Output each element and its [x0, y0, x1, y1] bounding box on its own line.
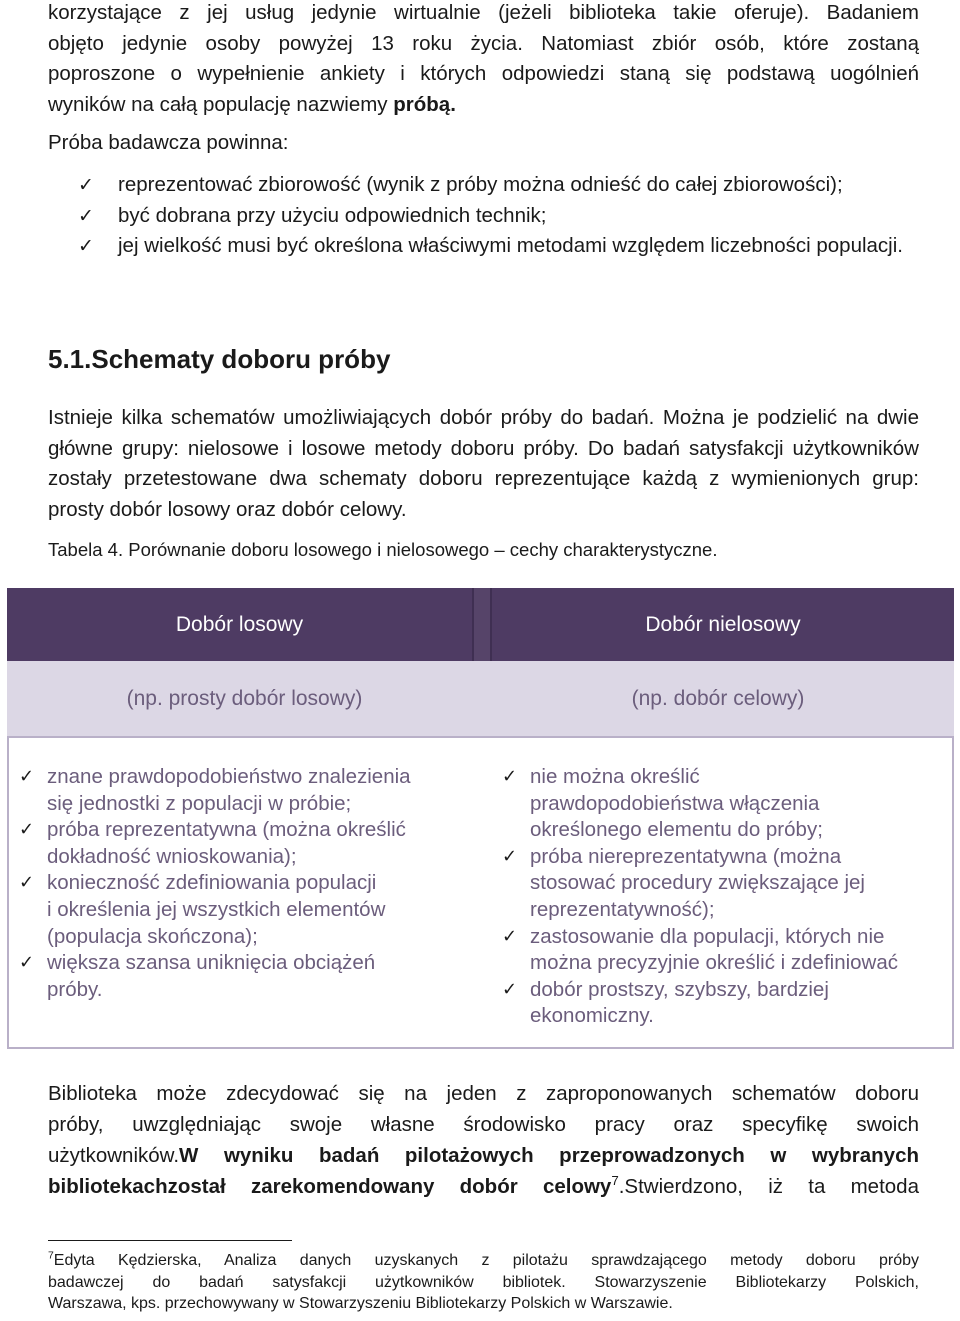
list-item	[19, 817, 479, 870]
list-item	[502, 924, 950, 977]
table-body	[7, 736, 954, 1049]
footnote-number: 7	[48, 1250, 54, 1262]
closing-paragraph	[48, 1078, 919, 1202]
list-item-line: można precyzyjnie określić i zdefiniować	[530, 951, 899, 975]
list-item-line: próba niereprezentatywna (można	[530, 844, 842, 868]
text-line: Biblioteka może zdecydować się na jeden z zaproponowanych schematów doboru	[48, 1082, 919, 1105]
text-line: Warszawa, kps. przechowywany w Stowarzyszeniu Bibliotekarzy Polskich w Warszawie.	[48, 1295, 673, 1312]
checkmark-icon: ✓	[78, 235, 94, 257]
text-span: Edyta Kędzierska, Analiza danych uzyskanych z pilotażu sprawdzającego metody doboru próby	[53, 1252, 919, 1269]
list-item	[78, 170, 919, 201]
text-line: próby, uwzględniając swoje własne środowisko pracy oraz specyfikę swoich	[48, 1113, 919, 1136]
emphasis-text: bibliotekachzostał zarekomendowany dobór celowy	[48, 1175, 612, 1198]
column-divider	[472, 588, 492, 661]
list-item	[19, 870, 479, 950]
checkmark-icon: ✓	[19, 766, 35, 787]
footnote-reference[interactable]: 7	[611, 1173, 619, 1189]
table-header-random: Dobór losowy	[175, 612, 304, 636]
checkmark-icon: ✓	[502, 925, 518, 947]
checkmark-icon: ✓	[502, 845, 518, 867]
list-item-line: znane prawdopodobieństwo znalezienia	[47, 765, 411, 788]
footnote	[48, 1250, 919, 1315]
text-span: .Stwierdzono, iż ta metoda	[618, 1175, 919, 1198]
list-item-line: dokładność wnioskowania);	[47, 844, 297, 868]
footnote-separator	[48, 1240, 292, 1241]
list-item-line: większa szansa uniknięcia obciążeń	[47, 951, 376, 975]
section-heading: 5.1.Schematy doboru próby	[48, 344, 391, 374]
list-item	[502, 844, 950, 924]
schemes-paragraph	[48, 403, 919, 525]
list-item-line: dobór prostszy, szybszy, bardziej	[530, 977, 829, 1001]
list-item-line: ekonomiczny.	[530, 1004, 654, 1028]
list-item-line: zastosowanie dla populacji, których nie	[530, 924, 885, 948]
list-item-text: być dobrana przy użyciu odpowiednich technik;	[118, 203, 547, 227]
sample-intro: Próba badawcza powinna:	[48, 131, 289, 154]
table-header-row	[7, 588, 954, 661]
checkmark-icon: ✓	[502, 766, 518, 787]
list-item	[78, 201, 919, 232]
list-item-line: nie można określić	[530, 765, 700, 788]
checkmark-icon: ✓	[502, 978, 518, 1000]
table-subheader-random: (np. prosty dobór losowy)	[126, 686, 363, 710]
checkmark-icon: ✓	[78, 174, 94, 196]
text-span: użytkowników.	[48, 1144, 180, 1167]
list-item	[78, 231, 919, 262]
list-item-text: reprezentować zbiorowość (wynik z próby można odnieść do całej zbiorowości);	[118, 173, 843, 196]
list-item-text: jej wielkość musi być określona właściwymi metodami względem liczebności populacji.	[118, 234, 903, 257]
random-features-list	[19, 764, 479, 1003]
intro-paragraph	[48, 0, 919, 120]
text-line: poproszone o wypełnienie ankiety i których odpowiedzi staną się podstawą uogólnień	[48, 62, 919, 85]
nonrandom-features-list	[502, 764, 950, 1030]
list-item	[19, 950, 479, 1003]
checkmark-icon: ✓	[19, 872, 35, 894]
text-line: badawczej do badań satysfakcji użytkowników bibliotek. Stowarzyszenie Bibliotekarzy Polskich,	[48, 1273, 919, 1291]
checkmark-icon: ✓	[19, 819, 35, 841]
list-item-line: stosować procedury zwiększające jej	[530, 871, 865, 895]
list-item	[502, 977, 950, 1030]
requirements-list	[78, 170, 919, 262]
emphasis-text: W wyniku badań pilotażowych przeprowadzonych w wybranych	[179, 1144, 919, 1167]
list-item-line: reprezentatywność);	[530, 897, 715, 921]
emphasis-text: próbą.	[393, 92, 456, 116]
text-line	[48, 90, 919, 121]
table-header-nonrandom: Dobór nielosowy	[645, 612, 801, 636]
list-item	[502, 764, 950, 844]
text-span: wyników na całą populację nazwiemy	[48, 92, 394, 116]
comparison-table	[7, 588, 954, 1049]
text-line: Istnieje kilka schematów umożliwiających dobór próby do badań. Można je podzielić na dwie główne grupy: nielosowe i losowe metody doboru próby. Do badań satysfakcji użytkowników zostały przetestowane dwa schematy doboru reprezentujące każdą z wymienionych grup: prosty dobór losowy oraz dobór celowy.	[48, 406, 919, 521]
text-line	[48, 1140, 919, 1171]
list-item-line: konieczność zdefiniowania populacji	[47, 871, 377, 895]
list-item-line: prawdopodobieństwa włączenia	[530, 791, 820, 815]
checkmark-icon: ✓	[78, 204, 94, 227]
text-line	[48, 1171, 919, 1202]
checkmark-icon: ✓	[19, 952, 35, 974]
table-subheader-nonrandom: (np. dobór celowy)	[631, 686, 805, 710]
list-item-line: określonego elementu do próby;	[530, 818, 823, 842]
table-subheader-row	[7, 661, 954, 736]
text-line: korzystające z jej usług jedynie wirtualnie (jeżeli biblioteka takie oferuje). Badaniem	[48, 1, 919, 24]
list-item-line: próba reprezentatywna (można określić	[47, 818, 406, 842]
text-line: objęto jedynie osoby powyżej 13 roku życia. Natomiast zbiór osób, które zostaną	[48, 31, 919, 55]
text-line	[48, 1250, 919, 1272]
list-item-line: się jednostki z populacji w próbie;	[47, 791, 352, 815]
list-item-line: i określenia jej wszystkich elementów	[47, 897, 386, 921]
list-item-line: (populacja skończona);	[47, 924, 258, 948]
list-item	[19, 764, 479, 817]
table-caption: Tabela 4. Porównanie doboru losowego i nielosowego – cechy charakterystyczne.	[48, 539, 718, 560]
list-item-line: próby.	[47, 977, 103, 1001]
